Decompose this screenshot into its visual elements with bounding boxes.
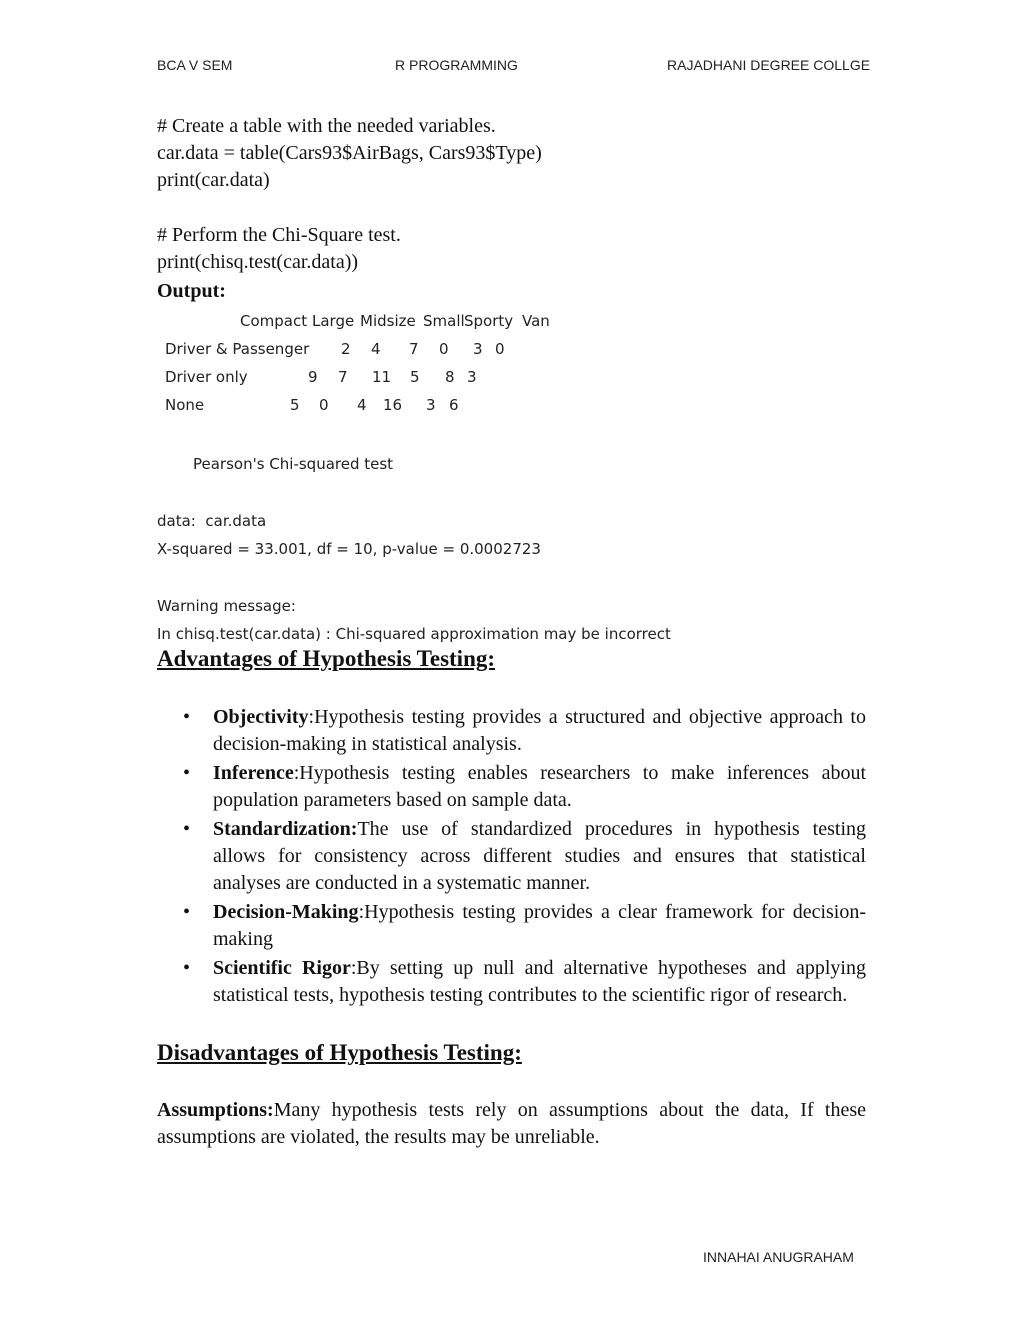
code-line: # Perform the Chi-Square test. [157,224,401,246]
table-cell: 5 [410,368,420,386]
code-block-create-table [157,113,542,194]
warning-text: In chisq.test(car.data) : Chi-squared approximation may be incorrect [157,625,671,643]
code-line: # Create a table with the needed variables. [157,115,496,137]
test-title: Pearson's Chi-squared test [193,455,394,473]
output-label: Output: [157,280,226,302]
table-cell: 11 [372,368,392,386]
table-col-header: Van [522,312,550,330]
bullet-icon: • [183,957,191,979]
test-stat-line: X-squared = 33.001, df = 10, p-value = 0.0002723 [157,540,541,558]
item-sep: : [308,706,315,728]
table-cell: 7 [409,340,419,358]
item-text: By setting up null and alternative hypotheses and applying statistical tests, hypothesis testing contributes to the scientific rigor of research. [213,957,866,1006]
table-cell: 3 [473,340,483,358]
table-cell: 6 [449,396,459,414]
assumptions-term: Assumptions: [157,1099,274,1121]
assumptions-text: Many hypothesis tests rely on assumptions about the data, If these assumptions are violated, the results may be unreliable. [157,1099,866,1148]
test-data-line: data: car.data [157,512,267,530]
table-cell: 8 [445,368,455,386]
list-item [183,760,866,814]
item-sep: : [358,901,365,923]
table-cell: 3 [426,396,436,414]
item-sep: : [350,957,357,979]
item-term: Inference [213,762,294,784]
list-item [183,816,866,897]
code-line: print(car.data) [157,169,270,191]
warning-label: Warning message: [157,597,296,615]
code-line: car.data = table(Cars93$AirBags, Cars93$Type) [157,142,542,164]
page-footer: INNAHAI ANUGRAHAM [703,1249,854,1265]
bullet-icon: • [183,706,191,728]
table-col-header: Compact [240,312,308,330]
bullet-icon: • [183,762,191,784]
assumptions-paragraph [157,1097,866,1151]
item-term: Objectivity [213,706,309,728]
table-cell: 0 [439,340,449,358]
table-cell: 7 [338,368,348,386]
table-row-label: Driver & Passenger [165,340,310,358]
table-col-header: Sporty [464,312,514,330]
item-term: Standardization: [213,818,358,840]
item-term: Scientific Rigor [213,957,351,979]
table-cell: 2 [341,340,351,358]
item-text: Hypothesis testing enables researchers to make inferences about population parameters based on sample data. [213,762,866,811]
item-text: Hypothesis testing provides a clear framework for decision-making [213,901,866,950]
table-cell: 3 [467,368,477,386]
table-cell: 5 [290,396,300,414]
page-header [0,57,1024,77]
item-sep: : [293,762,300,784]
table-col-header: Midsize [360,312,416,330]
list-item [183,704,866,758]
table-col-header: Large [312,312,355,330]
header-course: BCA V SEM [157,57,233,73]
table-row-label: Driver only [165,368,248,386]
header-subject: R PROGRAMMING [395,57,518,73]
code-block-chisq [157,222,401,276]
item-text: Hypothesis testing provides a structured and objective approach to decision-making in statistical analysis. [213,706,866,755]
table-cell: 16 [383,396,403,414]
header-college: RAJADHANI DEGREE COLLGE [667,57,871,73]
list-item [183,955,866,1009]
table-cell: 9 [308,368,318,386]
code-line: print(chisq.test(car.data)) [157,251,359,273]
table-row-label: None [165,396,205,414]
advantages-title: Advantages of Hypothesis Testing: [157,646,496,671]
table-cell: 0 [495,340,505,358]
disadvantages-title: Disadvantages of Hypothesis Testing: [157,1040,522,1065]
bullet-icon: • [183,818,191,840]
table-cell: 0 [319,396,329,414]
advantages-list [157,704,866,1011]
table-cell: 4 [371,340,381,358]
list-item [183,899,866,953]
item-text: The use of standardized procedures in hypothesis testing allows for consistency across different studies and ensures that statistical analyses are conducted in a systematic manner. [213,818,866,894]
table-col-header: Small [423,312,465,330]
item-term: Decision-Making [213,901,359,923]
table-cell: 4 [357,396,367,414]
bullet-icon: • [183,901,191,923]
